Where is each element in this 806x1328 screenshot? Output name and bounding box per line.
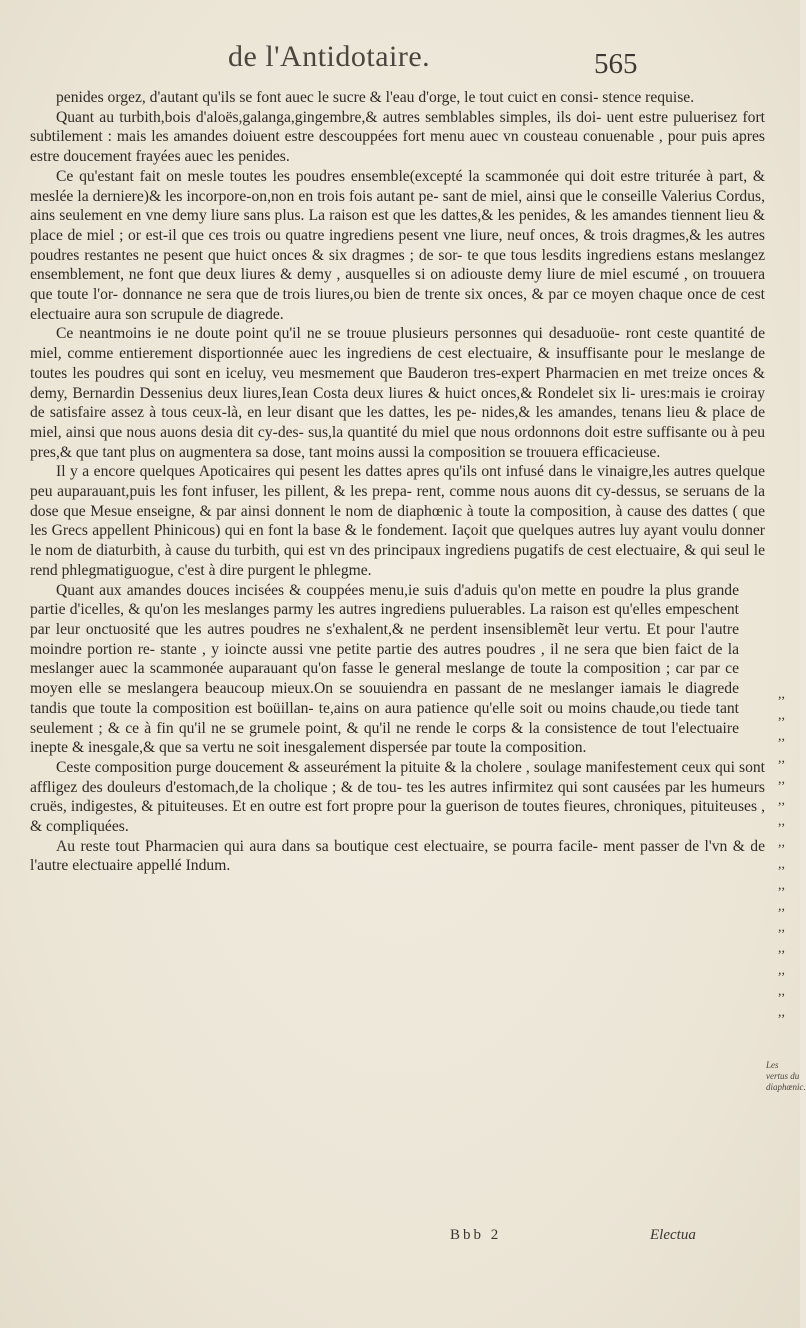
quote-mark: ,, <box>778 771 785 787</box>
body-text <box>30 88 765 876</box>
paragraph: Ce qu'estant fait on mesle toutes les poudres ensemble(excepté la scammonée qui doit estre triturée à part, & meslée la derniere)& les incorpore-on,non en trois fois autant pe- sant de miel, ainsi que le conseille Valerius Cordus, ains seulement en vne demy liure sans plus. La raison est que les dattes,& les penides, & les amandes tiennent lieu & place de miel ; or est-il que ces trois ou quatre ingrediens pesent vne liure, neuf onces, & trois dragmes,& les autres poudres restantes ne pesent que huict onces & six dragmes ; de sor- te que tous lesdits ingrediens estans meslangez ensemblement, ne font que deux liures & demy , ausquelles si on adiouste demy liure de miel escumé , on trouuera que toute l'or- donnance ne sera que de trois liures,ou bien de trente six onces, & par ce moyen chaque once de cest electuaire aura son scrupule de diagrede. <box>30 167 765 323</box>
quote-mark: ,, <box>778 877 785 893</box>
paragraph: Au reste tout Pharmacien qui aura dans sa boutique cest electuaire, se pourra facile- ment passer de l'vn & de l'autre electuaire appellé Indum. <box>30 837 765 875</box>
signature-mark: Bbb 2 <box>450 1227 502 1243</box>
paragraph: Quant au turbith,bois d'aloës,galanga,gingembre,& autres semblables simples, ils doi- uent estre puluerisez fort subtilement : mais les amandes doiuent estre descouppées fort menu auec vn cousteau conuenable , pour puis apres estre doucement frayées auec les penides. <box>30 108 765 166</box>
paragraph: penides orgez, d'autant qu'ils se font auec le sucre & l'eau d'orge, le tout cuict en consi- stence requise. <box>56 89 695 106</box>
quote-mark: ,, <box>778 793 785 809</box>
quoted-paragraph: Quant aux amandes douces incisées & couppées menu,ie suis d'aduis qu'on mette en poudre la plus grande partie d'icelles, & qu'on les meslanges parmy les autres ingrediens puluerables. La raison est qu'elles empeschent par leur onctuosité que les autres poudres ne s'exhalent,& ne perdent insensiblemẽt leur vertu. Et pour l'autre moindre portion re- stante , y ioincte aussi vne petite partie des autres poudres , il ne sera que bien faict de la meslanger auec la scammonée auparauant qu'on fasse le general meslange de toute la composition ; car par ce moyen elle se meslangera beaucoup mieux.On se souuiendra en passant de ne meslanger iamais le diagrede tandis que toute la composition est boüillan- te,ains on aura patience qu'elle soit ou moins chaude,ou tiede tant seulement ; & ce à fin qu'il ne se grumele point, & qu'il ne rende le corps & la consistence de tout l'electuaire inepte & inesgale,& que sa vertu ne soit inesgalement dispersée par toute la composition. <box>30 581 739 757</box>
quote-mark: ,, <box>778 962 785 978</box>
quote-mark: ,, <box>778 708 785 724</box>
quote-mark: ,, <box>778 835 785 851</box>
paragraph: Ce neantmoins ie ne doute point qu'il ne se trouue plusieurs personnes qui desaduoüe- ront ceste quantité de miel, comme entierement disportionnée auec les ingrediens de cest electuaire, & insuffisante pour le meslange de toutes les poudres qui sont en iceluy, veu mesmement que Bauderon tres-expert Pharmacien en met treize onces & demy, Bernardin Dessenius deux liures,Iean Costa deux liures & huict onces,& Rondelet six li- ures:mais ie croiray de satisfaire assez à tous ceux-là, en leur disant que les dattes, les pe- nides,& les amandes, tenans lieu & place de miel, ainsi que nous auons desia dit cy-des- sus,la quantité du miel que nous ordonnons doit estre suffisante ou à peu pres,& que tant plus on augmentera sa dose, tant moins aussi la composition se trouuera efficacieuse. <box>30 325 765 461</box>
quote-mark: ,, <box>778 1005 785 1021</box>
page-number: 565 <box>594 48 638 80</box>
margin-note: Les vertus du diaphœnic. <box>766 1060 806 1092</box>
quote-mark: ,, <box>778 983 785 999</box>
quote-mark: ,, <box>778 856 785 872</box>
page-header <box>0 40 800 90</box>
quote-mark: ,, <box>778 750 785 766</box>
quote-mark: ,, <box>778 729 785 745</box>
quote-mark: ,, <box>778 814 785 830</box>
catchword: Electua <box>650 1227 696 1243</box>
quote-mark: ,, <box>778 899 785 915</box>
quotation-marks-margin <box>778 684 792 1023</box>
running-head: de l'Antidotaire. <box>228 40 431 73</box>
paragraph: Il y a encore quelques Apoticaires qui pesent les dattes apres qu'ils ont infusé dans le vinaigre,les autres quelque peu auparauant,puis les font infuser, les pillent, & les prepa- rent, comme nous auons dit cy-dessus, se seruans de la dose que Mesue enseigne, & par ainsi donnent le nom de diaphœnic à toute la composition, à cause des dattes ( que les Grecs appellent Phinicous) qui en font la base & le fondement. Iaçoit que quelques autres luy ayant voulu donner le nom de diaturbith, à cause du turbith, qui est vn des principaux ingrediens pugatifs de cest electuaire, & qui seul le rend phlegmatiguogue, c'est à dire purgent le phlegme. <box>30 463 765 579</box>
quote-mark: ,, <box>778 920 785 936</box>
quote-mark: ,, <box>778 687 785 702</box>
paragraph: Ceste composition purge doucement & asseurément la pituite & la cholere , soulage manifestement ceux qui sont affligez des douleurs d'estomach,de la cholique ; & de tou- tes les autres infirmitez qui sont causées par les humeurs cruës, indigestes, & pituiteuses. Et en outre est fort propre pour la guerison de toutes fieures, chroniques, pituiteuses , & compliquées. <box>30 758 765 836</box>
quote-mark: ,, <box>778 941 785 957</box>
